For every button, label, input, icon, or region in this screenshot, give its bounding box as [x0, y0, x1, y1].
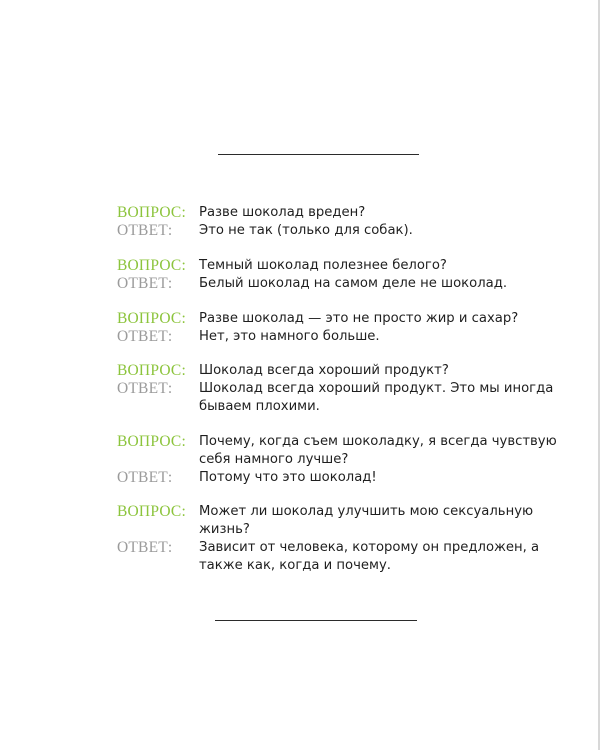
answer-text: Шоколад всегда хороший продукт. Это мы иногда бываем плохими.	[199, 381, 554, 414]
qa-block	[117, 503, 540, 573]
answer-label: ОТВЕТ:	[117, 328, 173, 345]
answer-label: ОТВЕТ:	[117, 469, 173, 486]
question-text: Разве шоколад вреден?	[199, 205, 366, 220]
bottom-divider	[215, 620, 417, 621]
qa-block	[117, 204, 517, 239]
qa-block	[117, 433, 557, 486]
answer-label: ОТВЕТ:	[117, 275, 173, 292]
question-text: Почему, когда съем шоколадку, я всегда чувствую себя намного лучше?	[199, 434, 557, 467]
question-line	[117, 503, 534, 537]
answer-label: ОТВЕТ:	[117, 222, 173, 239]
question-line	[117, 257, 517, 275]
question-label: ВОПРОС:	[117, 433, 186, 450]
question-text: Темный шоколад полезнее белого?	[199, 258, 447, 273]
qa-block	[117, 310, 519, 345]
top-divider	[218, 154, 419, 155]
answer-text: Белый шоколад на самом деле не шоколад.	[199, 276, 508, 291]
question-text: Разве шоколад — это не просто жир и сахар?	[199, 311, 519, 326]
answer-label: ОТВЕТ:	[117, 539, 173, 556]
question-line	[117, 433, 557, 467]
answer-text: Нет, это намного больше.	[199, 329, 380, 344]
answer-label: ОТВЕТ:	[117, 380, 173, 397]
question-line	[117, 362, 517, 380]
question-label: ВОПРОС:	[117, 204, 186, 221]
qa-block	[117, 362, 554, 414]
question-label: ВОПРОС:	[117, 503, 186, 520]
question-text: Может ли шоколад улучшить мою сексуальную жизнь?	[199, 504, 534, 537]
question-line	[117, 204, 517, 222]
answer-text: Потому что это шоколад!	[199, 470, 377, 485]
answer-text: Зависит от человека, которому он предложен, а также как, когда и почему.	[199, 540, 540, 573]
question-label: ВОПРОС:	[117, 310, 186, 327]
question-line	[117, 310, 517, 328]
answer-text: Это не так (только для собак).	[199, 223, 413, 238]
question-label: ВОПРОС:	[117, 362, 186, 379]
question-text: Шоколад всегда хороший продукт?	[199, 363, 449, 378]
qa-block	[117, 257, 517, 292]
question-label: ВОПРОС:	[117, 257, 186, 274]
